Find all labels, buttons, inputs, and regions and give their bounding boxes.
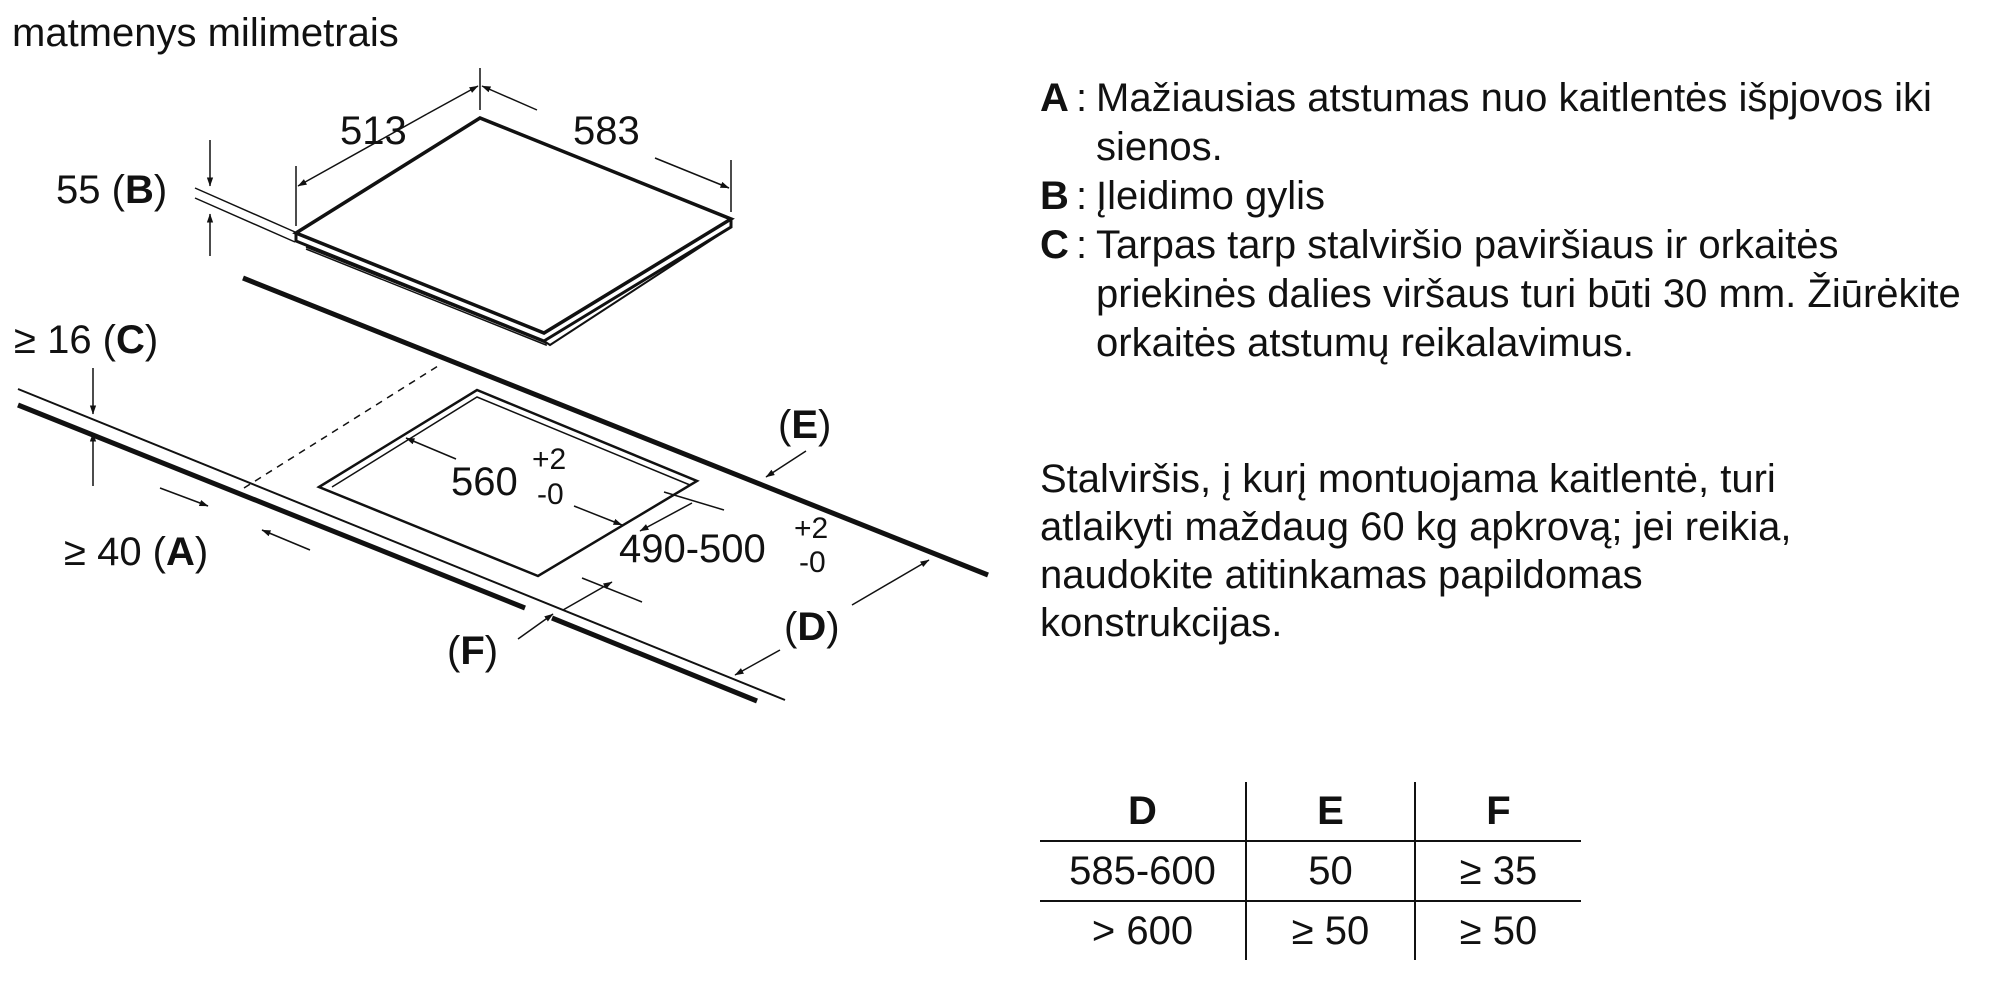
cutout-width-label: 560 bbox=[451, 460, 518, 504]
table-header-d: D bbox=[1040, 782, 1246, 841]
label-f: (F) bbox=[447, 629, 499, 673]
hob-width-label: 583 bbox=[573, 109, 640, 153]
legend-key: C bbox=[1040, 223, 1069, 267]
table-header-f: F bbox=[1415, 782, 1581, 841]
legend-key: B bbox=[1040, 174, 1069, 218]
legend-item-a: A : Mažiausias atstumas nuo kaitlentės išpjovos iki sienos. bbox=[1040, 74, 2000, 172]
dimensions-table bbox=[1040, 782, 1581, 960]
legend-key: A bbox=[1040, 76, 1069, 120]
table-header-row bbox=[1040, 782, 1581, 841]
cutout-depth-tol-plus: +2 bbox=[794, 512, 829, 545]
table-row bbox=[1040, 841, 1581, 901]
cutout-width-tol-plus: +2 bbox=[532, 443, 567, 476]
label-e: (E) bbox=[778, 403, 832, 447]
note-line: naudokite atitinkamas papildomas bbox=[1040, 553, 1643, 597]
legend-item-c: C : Tarpas tarp stalviršio paviršiaus ir orkaitės priekinės dalies viršaus turi būti 30 mm. Žiūrėkite orkaitės atstumų reikalavimus. bbox=[1040, 221, 2000, 368]
note-line: atlaikyti maždaug 60 kg apkrovą; jei reikia, bbox=[1040, 505, 1792, 549]
gap-c-label: ≥ 16 (C) bbox=[14, 318, 159, 362]
load-note bbox=[1040, 455, 2000, 647]
legend-item-b: B : Įleidimo gylis bbox=[1040, 172, 2000, 221]
legend bbox=[1040, 74, 2000, 368]
table-cell: 585-600 bbox=[1040, 841, 1246, 901]
units-caption: matmenys milimetrais bbox=[12, 11, 399, 55]
legend-text: Mažiausias atstumas nuo kaitlentės išpjovos iki sienos. bbox=[1096, 76, 1932, 169]
legend-text: Įleidimo gylis bbox=[1096, 174, 1325, 218]
gap-a-label: ≥ 40 (A) bbox=[64, 530, 209, 574]
label-d: (D) bbox=[784, 605, 840, 649]
table-cell: > 600 bbox=[1040, 901, 1246, 960]
note-line: Stalviršis, į kurį montuojama kaitlentė, turi bbox=[1040, 457, 1776, 501]
table-cell: ≥ 50 bbox=[1459, 908, 1538, 953]
legend-text: Tarpas tarp stalviršio paviršiaus ir orkaitės priekinės dalies viršaus turi būti 30 mm. Žiūrėkite orkaitės atstumų reikalavimus. bbox=[1096, 223, 1961, 365]
hob-depth-label: 513 bbox=[340, 109, 407, 153]
table-cell: ≥ 35 bbox=[1415, 841, 1581, 901]
embed-depth-label: 55 (B) bbox=[56, 168, 168, 212]
table-header-e: E bbox=[1246, 782, 1415, 841]
note-line: konstrukcijas. bbox=[1040, 601, 1283, 645]
table-row bbox=[1040, 901, 1581, 960]
cutout-width-tol-minus: -0 bbox=[537, 478, 564, 511]
cutout-depth-label: 490-500 bbox=[619, 527, 766, 571]
table-cell: ≥ 50 bbox=[1246, 901, 1415, 960]
cutout-depth-tol-minus: -0 bbox=[799, 546, 826, 579]
table-cell: 50 bbox=[1246, 841, 1415, 901]
